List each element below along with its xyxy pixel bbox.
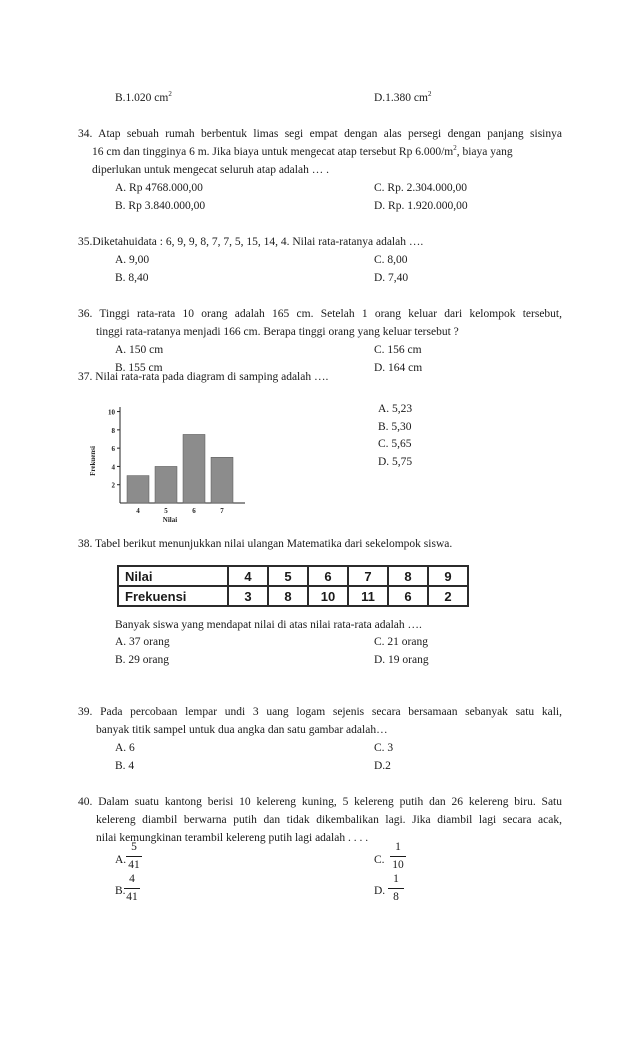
q38-line1: 38. Tabel berikut menunjukkan nilai ulangan Matematika dari sekelompok siswa. [78, 538, 453, 550]
x-tick-label: 7 [220, 507, 224, 515]
q39-option-b: B. 4 [115, 760, 135, 772]
table-cell: 7 [348, 566, 388, 586]
q39-option-a: A. 6 [115, 742, 135, 754]
table-header-nilai: Nilai [118, 566, 228, 586]
x-tick-label: 5 [164, 507, 168, 515]
q40-option-d-label: D. [374, 885, 386, 897]
q37-line1: 37. Nilai rata-rata pada diagram di samping adalah …. [78, 371, 329, 383]
table-row-nilai [118, 566, 468, 586]
denominator: 10 [392, 858, 404, 871]
table-header-frekuensi: Frekuensi [118, 586, 228, 606]
score-frequency-table [117, 565, 469, 607]
q35-option-b: B. 8,40 [115, 272, 149, 284]
x-axis-label: Nilai [162, 516, 178, 524]
q34-line3: diperlukan untuk mengecat seluruh atap adalah … . [92, 164, 329, 176]
bar [183, 434, 205, 503]
numerator: 5 [131, 841, 137, 853]
table-cell: 8 [388, 566, 428, 586]
q37-option-b: B. 5,30 [378, 421, 412, 433]
q40-option-c-label: C. [374, 854, 385, 866]
q34-line2-tail: , biaya yang [456, 146, 513, 158]
fraction-bar [390, 856, 406, 857]
table-cell: 3 [228, 586, 268, 606]
q35-line1: 35.Diketahuidata : 6, 9, 9, 8, 7, 7, 5, 15, 14, 4. Nilai rata-ratanya adalah …. [78, 236, 424, 248]
numerator: 1 [393, 873, 399, 885]
frequency-bar-chart [82, 395, 252, 525]
bar [127, 476, 149, 503]
bar [155, 466, 177, 503]
table-cell: 9 [428, 566, 468, 586]
q36-line1: 36. Tinggi rata-rata 10 orang adalah 165 cm. Setelah 1 orang keluar dari kelompok tersebut, [78, 308, 562, 320]
q40-option-c-fraction [390, 842, 406, 871]
q40-option-b-fraction [124, 874, 140, 903]
y-tick-label: 4 [111, 463, 115, 472]
q34-line2 [92, 144, 513, 159]
fraction-bar [124, 888, 140, 889]
q38-option-d: D. 19 orang [374, 654, 429, 666]
denominator: 41 [128, 858, 140, 871]
table-row-frekuensi [118, 586, 468, 606]
y-tick-label: 8 [111, 426, 115, 435]
q35-option-c: C. 8,00 [374, 254, 408, 266]
option-text: D.1.380 cm [374, 92, 428, 104]
y-tick-label: 2 [111, 481, 115, 490]
q40-line1: 40. Dalam suatu kantong berisi 10 kelereng kuning, 5 kelereng putih dan 26 kelereng biru. Satu [78, 796, 562, 808]
q37-option-d: D. 5,75 [378, 456, 413, 468]
denominator: 8 [393, 890, 399, 903]
table-cell: 8 [268, 586, 308, 606]
q38-option-a: A. 37 orang [115, 636, 170, 648]
option-b-prev [115, 90, 172, 105]
table-cell: 6 [308, 566, 348, 586]
q36-line2: tinggi rata-ratanya menjadi 166 cm. Berapa tinggi orang yang keluar tersebut ? [96, 326, 459, 338]
q34-option-b: B. Rp 3.840.000,00 [115, 200, 206, 212]
table-cell: 10 [308, 586, 348, 606]
q37-option-c: C. 5,65 [378, 438, 412, 450]
table-cell: 4 [228, 566, 268, 586]
fraction-bar [388, 888, 404, 889]
q36-option-d: D. 164 cm [374, 362, 423, 374]
q39-line2: banyak titik sampel untuk dua angka dan satu gambar adalah… [96, 724, 388, 736]
q34-option-a: A. Rp 4768.000,00 [115, 182, 203, 194]
fraction-bar [126, 856, 142, 857]
q36-option-a: A. 150 cm [115, 344, 164, 356]
q34-option-d: D. Rp. 1.920.000,00 [374, 200, 468, 212]
superscript: 2 [453, 144, 457, 152]
q40-option-d-fraction [388, 874, 404, 903]
q40-option-a-fraction [126, 842, 142, 871]
q34-line1: 34. Atap sebuah rumah berbentuk limas segi empat dengan alas persegi dengan panjang sisinya [78, 128, 562, 140]
q40-option-b-label: B. [115, 885, 126, 897]
superscript: 2 [168, 90, 172, 98]
denominator: 41 [126, 890, 138, 903]
q36-option-b: B. 155 cm [115, 362, 163, 374]
q40-line3: nilai kemungkinan terambil kelereng putih lagi adalah . . . . [96, 832, 369, 844]
x-tick-label: 4 [136, 507, 140, 515]
superscript: 2 [427, 90, 432, 98]
bar [211, 457, 233, 503]
q40-line2: kelereng diambil berwarna putih dan tidak dikembalikan lagi. Jika diambil lagi secara acak, [96, 814, 562, 826]
q39-option-d: D.2 [374, 760, 391, 772]
q34-line2-text: 16 cm dan tingginya 6 m. Jika biaya untuk mengecat atap tersebut Rp 6.000/m [92, 146, 454, 158]
q40-option-a-label: A. [115, 854, 127, 866]
y-axis-label: Frekuensi [89, 446, 97, 476]
numerator: 4 [129, 873, 135, 885]
table-cell: 6 [388, 586, 428, 606]
table-cell: 11 [348, 586, 388, 606]
q34-option-c: C. Rp. 2.304.000,00 [374, 182, 467, 194]
q37-option-a: A. 5,23 [378, 403, 413, 415]
q38-question: Banyak siswa yang mendapat nilai di atas nilai rata-rata adalah …. [115, 619, 422, 631]
table-cell: 2 [428, 586, 468, 606]
option-text: B.1.020 cm [115, 92, 169, 104]
x-tick-label: 6 [192, 507, 196, 515]
numerator: 1 [395, 841, 401, 853]
q38-option-b: B. 29 orang [115, 654, 169, 666]
q39-line1: 39. Pada percobaan lempar undi 3 uang logam sejenis secara bersamaan sebanyak satu kali, [78, 706, 562, 718]
q36-option-c: C. 156 cm [374, 344, 422, 356]
y-tick-label: 6 [111, 445, 115, 454]
y-tick-label: 10 [108, 408, 115, 417]
table-cell: 5 [268, 566, 308, 586]
q35-option-a: A. 9,00 [115, 254, 150, 266]
q39-option-c: C. 3 [374, 742, 394, 754]
q35-option-d: D. 7,40 [374, 272, 409, 284]
option-d-prev [374, 90, 432, 105]
q38-option-c: C. 21 orang [374, 636, 428, 648]
